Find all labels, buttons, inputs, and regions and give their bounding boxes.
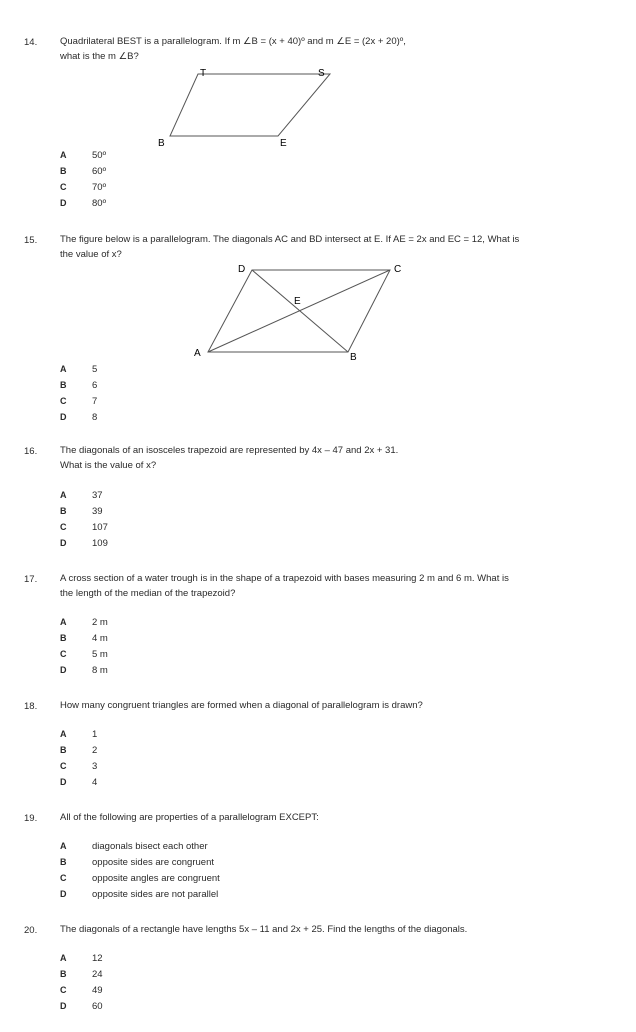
parallelogram-abcd-figure — [190, 260, 420, 364]
choice-text: 2 — [92, 745, 98, 756]
choice-text: 60º — [92, 166, 107, 177]
question-number: 17. — [24, 574, 38, 585]
question-stem — [60, 922, 630, 937]
stem-line: Quadrilateral BEST is a parallelogram. If m ∠B = (x + 40)º and m ∠E = (2x + 20)º, — [60, 36, 406, 47]
choice-letter: D — [60, 1001, 67, 1011]
vertex-label-c: C — [394, 264, 402, 275]
vertex-label-b: B — [158, 138, 165, 149]
vertex-label-s: S — [318, 68, 325, 79]
choice-text: 37 — [92, 490, 103, 501]
choice-text: 4 m — [92, 633, 108, 644]
choice-letter: C — [60, 522, 67, 532]
choice-text: 12 — [92, 953, 103, 964]
choice-text: 107 — [92, 522, 108, 533]
stem-line: The diagonals of a rectangle have lengths 5x – 11 and 2x + 25. Find the lengths of the diagonals. — [60, 924, 468, 935]
choice-text: 50º — [92, 150, 107, 161]
choice-letter: C — [60, 396, 67, 406]
choice-letter: A — [60, 617, 67, 627]
choice-letter: B — [60, 745, 67, 755]
question-stem — [60, 34, 630, 64]
vertex-label-b: B — [350, 352, 357, 363]
question-number: 18. — [24, 701, 38, 712]
choice-text: 2 m — [92, 617, 108, 628]
choice-letter: C — [60, 985, 67, 995]
choice-text: 24 — [92, 969, 103, 980]
choice-letter: C — [60, 873, 67, 883]
choice-letter: A — [60, 729, 67, 739]
stem-line: the length of the median of the trapezoid? — [60, 588, 236, 599]
stem-line: The diagonals of an isosceles trapezoid are represented by 4x – 47 and 2x + 31. — [60, 445, 399, 456]
choice-letter: A — [60, 150, 67, 160]
choice-letter: B — [60, 969, 67, 979]
choice-letter: A — [60, 841, 67, 851]
choice-text: 5 — [92, 364, 98, 375]
choice-text: 7 — [92, 396, 98, 407]
choice-letter: C — [60, 182, 67, 192]
choice-text: 109 — [92, 538, 108, 549]
choice-text: 3 — [92, 761, 98, 772]
question-stem — [60, 443, 630, 473]
choice-letter: A — [60, 364, 67, 374]
choice-letter: B — [60, 380, 67, 390]
choice-text: opposite sides are not parallel — [92, 889, 219, 900]
question-stem — [60, 698, 630, 713]
choice-text: 8 — [92, 412, 98, 423]
parallelogram-best-figure — [150, 64, 350, 150]
choice-letter: B — [60, 166, 67, 176]
question-number: 20. — [24, 925, 38, 936]
question-stem — [60, 232, 630, 262]
question-number: 19. — [24, 813, 38, 824]
stem-line: The figure below is a parallelogram. The diagonals AC and BD intersect at E. If AE = 2x and EC = 12, What is — [60, 234, 520, 245]
question-number: 14. — [24, 37, 38, 48]
choice-letter: C — [60, 649, 67, 659]
vertex-label-d: D — [238, 264, 246, 275]
stem-line: what is the m ∠B? — [60, 51, 139, 62]
choice-letter: B — [60, 506, 67, 516]
choice-text: opposite sides are congruent — [92, 857, 214, 868]
vertex-label-a: A — [194, 348, 201, 359]
choice-text: 6 — [92, 380, 98, 391]
choice-letter: D — [60, 198, 67, 208]
choice-text: 39 — [92, 506, 103, 517]
intersection-label-e: E — [294, 296, 301, 307]
stem-line: A cross section of a water trough is in the shape of a trapezoid with bases measuring 2 m and 6 m. What is — [60, 573, 509, 584]
choice-letter: D — [60, 412, 67, 422]
vertex-label-e: E — [280, 138, 287, 149]
choice-letter: D — [60, 777, 67, 787]
question-number: 15. — [24, 235, 38, 246]
choice-letter: D — [60, 665, 67, 675]
choice-letter: A — [60, 490, 67, 500]
stem-line: All of the following are properties of a parallelogram EXCEPT: — [60, 812, 319, 823]
question-number: 16. — [24, 446, 38, 457]
choice-letter: B — [60, 633, 67, 643]
choice-text: 60 — [92, 1001, 103, 1012]
choice-text: diagonals bisect each other — [92, 841, 208, 852]
choice-letter: B — [60, 857, 67, 867]
stem-line: How many congruent triangles are formed when a diagonal of parallelogram is drawn? — [60, 700, 423, 711]
vertex-label-t: T — [200, 68, 207, 79]
choice-letter: C — [60, 761, 67, 771]
choice-text: 70º — [92, 182, 107, 193]
choice-text: 5 m — [92, 649, 108, 660]
choice-text: opposite angles are congruent — [92, 873, 220, 884]
stem-line: the value of x? — [60, 249, 122, 260]
choice-text: 1 — [92, 729, 98, 740]
choice-text: 8 m — [92, 665, 108, 676]
choice-text: 4 — [92, 777, 98, 788]
question-stem — [60, 810, 630, 825]
stem-line: What is the value of x? — [60, 460, 157, 471]
choice-letter: D — [60, 538, 67, 548]
choice-letter: A — [60, 953, 67, 963]
question-stem — [60, 571, 630, 601]
choice-letter: D — [60, 889, 67, 899]
choice-text: 80º — [92, 198, 107, 209]
choice-text: 49 — [92, 985, 103, 996]
